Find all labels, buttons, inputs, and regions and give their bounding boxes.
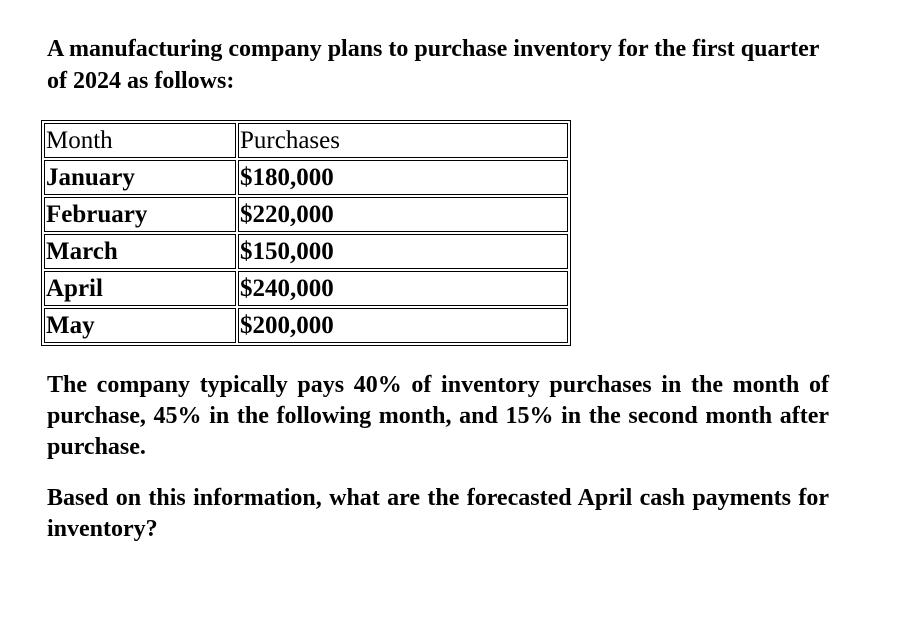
purchases-cell: $240,000: [238, 271, 568, 306]
month-cell: April: [44, 271, 236, 306]
purchases-cell: $220,000: [238, 197, 568, 232]
table-row: [44, 308, 568, 343]
header-purchases: Purchases: [238, 123, 568, 158]
purchases-cell: $150,000: [238, 234, 568, 269]
header-month: Month: [44, 123, 236, 158]
table-header-row: [44, 123, 568, 158]
table-row: [44, 197, 568, 232]
month-cell: January: [44, 160, 236, 195]
table-row: [44, 234, 568, 269]
table-row: [44, 271, 568, 306]
month-cell: February: [44, 197, 236, 232]
purchases-cell: $180,000: [238, 160, 568, 195]
month-cell: March: [44, 234, 236, 269]
question-paragraph: Based on this information, what are the forecasted April cash payments for inventory?: [47, 485, 829, 542]
payment-terms-paragraph: The company typically pays 40% of inventory purchases in the month of purchase, 45% in the following month, and 15% in the second month after purchase.: [47, 372, 829, 460]
month-cell: May: [44, 308, 236, 343]
intro-text: A manufacturing company plans to purchase inventory for the first quarter of 2024 as follows:: [47, 36, 820, 94]
table-row: [44, 160, 568, 195]
purchases-table: [41, 120, 571, 346]
document-page: [47, 33, 829, 545]
purchases-cell: $200,000: [238, 308, 568, 343]
